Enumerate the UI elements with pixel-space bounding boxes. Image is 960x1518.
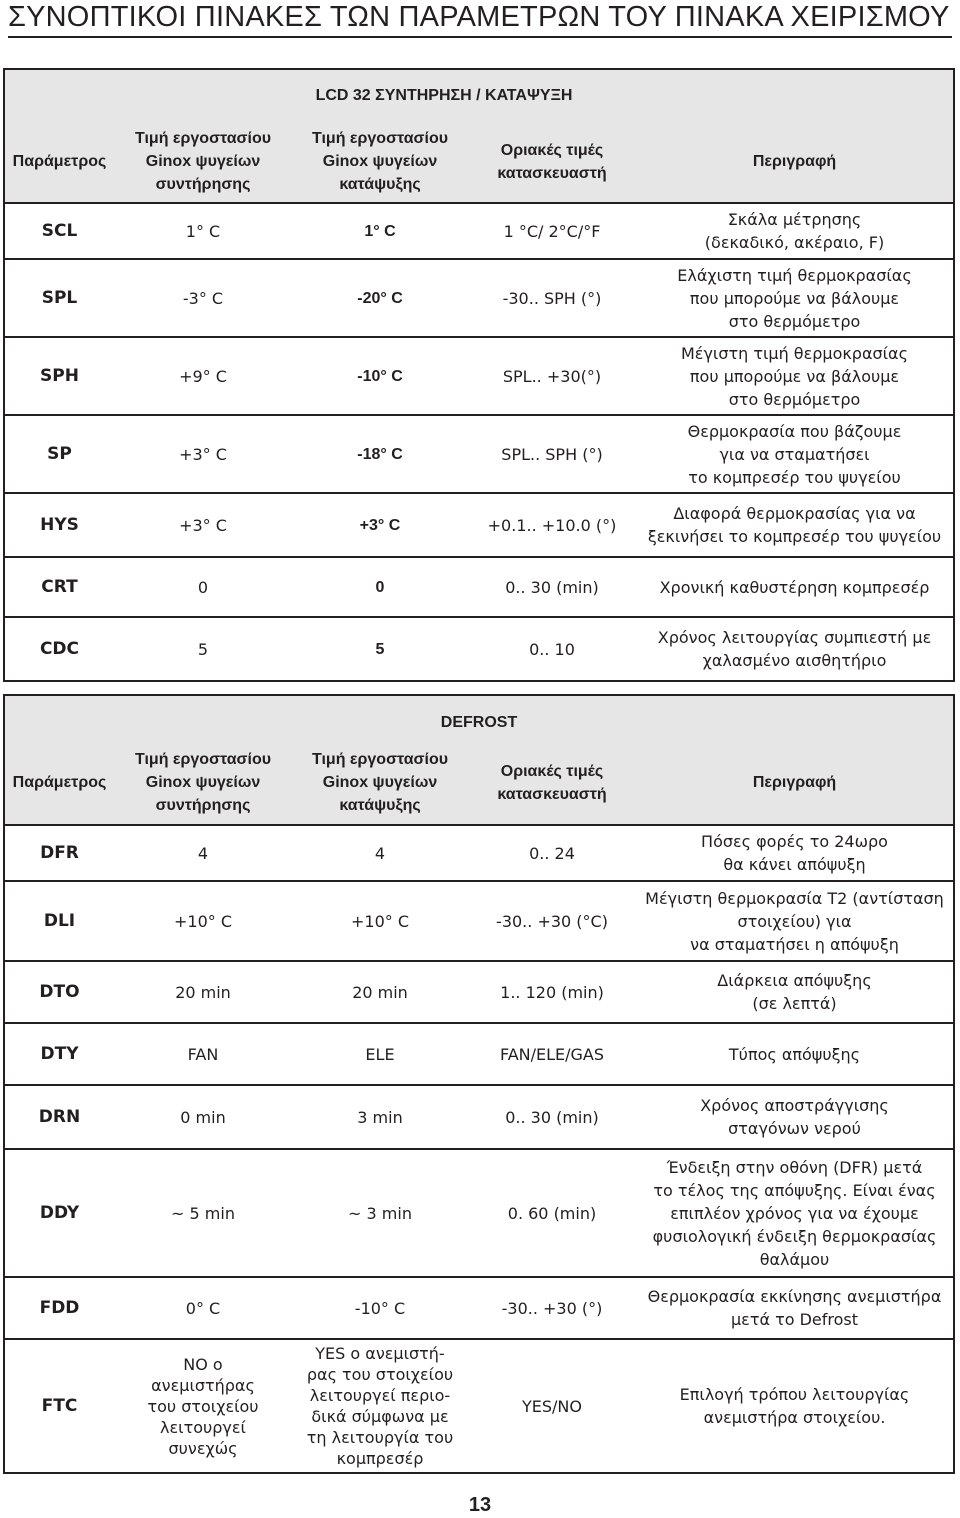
header-factory-cool: Τιμή εργοστασίου Ginox ψυγείων συντήρησης xyxy=(114,741,292,825)
table-row xyxy=(4,1023,954,1085)
limits-value: 1 °C/ 2°C/°F xyxy=(468,203,636,259)
factory-cool-value: NO ο ανεμιστήρας του στοιχείου λειτουργεί συνεχώς xyxy=(147,1354,259,1458)
description: Μέγιστη θερμοκρασία T2 (αντίσταση στοιχείου) για να σταματήσει η απόψυξη xyxy=(636,881,954,961)
param-name: FDD xyxy=(4,1277,114,1339)
header-factory-cool: Τιμή εργοστασίου Ginox ψυγείων συντήρησης xyxy=(114,121,292,203)
factory-freeze-value: -10° C xyxy=(292,337,468,415)
table-row xyxy=(4,1149,954,1277)
limits-value: 0.. 24 xyxy=(468,825,636,881)
header-param: Παράμετρος xyxy=(4,741,114,825)
header-param: Παράμετρος xyxy=(4,121,114,203)
header-factory-freeze: Τιμή εργοστασίου Ginox ψυγείων κατάψυξης xyxy=(292,741,468,825)
param-name: DDY xyxy=(4,1149,114,1277)
table-row xyxy=(4,203,954,259)
factory-cool-value: +10° C xyxy=(114,881,292,961)
param-name: CRT xyxy=(4,557,114,617)
table-row xyxy=(4,337,954,415)
param-name: DLI xyxy=(4,881,114,961)
param-name: DFR xyxy=(4,825,114,881)
table-row xyxy=(4,1277,954,1339)
param-name: DTY xyxy=(4,1023,114,1085)
lcd-title-row xyxy=(4,69,954,121)
limits-value: -30.. SPH (°) xyxy=(468,259,636,337)
description: Θερμοκρασία εκκίνησης ανεμιστήρα μετά το Defrost xyxy=(636,1277,954,1339)
defrost-title-row xyxy=(4,695,954,741)
table-row xyxy=(4,617,954,681)
factory-cool-value: +3° C xyxy=(114,493,292,557)
lcd-header-row xyxy=(4,121,954,203)
factory-freeze-value: 0 xyxy=(292,557,468,617)
factory-cool-value: 5 xyxy=(197,639,209,659)
description: Ελάχιστη τιμή θερμοκρασίας που μπορούμε να βάλουμε στο θερμόμετρο xyxy=(636,259,954,337)
table-row xyxy=(4,493,954,557)
factory-cool-value: 20 min xyxy=(114,961,292,1023)
header-limits: Οριακές τιμές κατασκευαστή xyxy=(468,741,636,825)
limits-value: FAN/ELE/GAS xyxy=(468,1023,636,1085)
limits-value: +0.1.. +10.0 (°) xyxy=(468,493,636,557)
factory-cool-value: 1° C xyxy=(114,203,292,259)
table-row xyxy=(4,415,954,493)
header-desc: Περιγραφή xyxy=(636,121,954,203)
factory-freeze-value: 4 xyxy=(292,825,468,881)
description: Πόσες φορές το 24ωρο θα κάνει απόψυξη xyxy=(636,825,954,881)
factory-cool-value: +9° C xyxy=(114,337,292,415)
factory-freeze-value: YES ο ανεμιστή- ρας του στοιχείου λειτουργεί περιο- δικά σύμφωνα με τη λειτουργία του κομπρεσέρ xyxy=(306,1344,454,1468)
description: Τύπος απόψυξης xyxy=(636,1023,954,1085)
limits-value: -30.. +30 (°) xyxy=(468,1277,636,1339)
param-name: CDC xyxy=(39,638,80,659)
defrost-header-row xyxy=(4,741,954,825)
limits-value: 0. 60 (min) xyxy=(468,1149,636,1277)
page-title: ΣΥΝΟΠΤΙΚΟΙ ΠΙΝΑΚΕΣ ΤΩΝ ΠΑΡΑΜΕΤΡΩΝ ΤΟΥ ΠΙΝΑΚΑ ΧΕΙΡΙΣΜΟΥ xyxy=(8,0,952,38)
factory-freeze-value: -20° C xyxy=(292,259,468,337)
factory-freeze-value: 20 min xyxy=(292,961,468,1023)
description: Χρόνος αποστράγγισης σταγόνων νερού xyxy=(636,1085,954,1149)
limits-value: -30.. +30 (°C) xyxy=(468,881,636,961)
header-limits: Οριακές τιμές κατασκευαστή xyxy=(468,121,636,203)
factory-freeze-value: ~ 3 min xyxy=(292,1149,468,1277)
factory-cool-value: 0 xyxy=(114,557,292,617)
factory-cool-value: 4 xyxy=(114,825,292,881)
header-factory-freeze: Τιμή εργοστασίου Ginox ψυγείων κατάψυξης xyxy=(292,121,468,203)
param-name: SPH xyxy=(4,337,114,415)
lcd-parameters-table xyxy=(3,68,955,682)
description: Επιλογή τρόπου λειτουργίας ανεμιστήρα στοιχείου. xyxy=(679,1385,910,1427)
description: Διάρκεια απόψυξης (σε λεπτά) xyxy=(636,961,954,1023)
limits-value: 0.. 10 xyxy=(529,639,575,659)
param-name: FTC xyxy=(41,1395,78,1416)
factory-freeze-value: 5 xyxy=(375,640,385,658)
table-row xyxy=(4,259,954,337)
limits-value: 1.. 120 (min) xyxy=(468,961,636,1023)
limits-value: SPL.. +30(°) xyxy=(468,337,636,415)
factory-cool-value: 0° C xyxy=(114,1277,292,1339)
factory-cool-value: FAN xyxy=(114,1023,292,1085)
table-row xyxy=(4,961,954,1023)
limits-value: 0.. 30 (min) xyxy=(468,557,636,617)
defrost-section-title: DEFROST xyxy=(4,695,954,741)
table-row xyxy=(4,881,954,961)
param-name: SPL xyxy=(4,259,114,337)
factory-freeze-value: +3° C xyxy=(292,493,468,557)
description: Χρονική καθυστέρηση κομπρεσέρ xyxy=(636,557,954,617)
factory-freeze-value: 1° C xyxy=(292,203,468,259)
factory-freeze-value: -18° C xyxy=(292,415,468,493)
description: Θερμοκρασία που βάζουμε για να σταματήσει το κομπρεσέρ του ψυγείου xyxy=(636,415,954,493)
factory-cool-value: +3° C xyxy=(114,415,292,493)
table-row xyxy=(4,1339,954,1473)
factory-cool-value: 0 min xyxy=(114,1085,292,1149)
limits-value: 0.. 30 (min) xyxy=(468,1085,636,1149)
factory-cool-value: -3° C xyxy=(114,259,292,337)
param-name: SP xyxy=(4,415,114,493)
factory-cool-value: ~ 5 min xyxy=(114,1149,292,1277)
table-row xyxy=(4,557,954,617)
description: Μέγιστη τιμή θερμοκρασίας που μπορούμε να βάλουμε στο θερμόμετρο xyxy=(636,337,954,415)
table-row xyxy=(4,1085,954,1149)
factory-freeze-value: ELE xyxy=(292,1023,468,1085)
defrost-parameters-table xyxy=(3,694,955,1474)
header-desc: Περιγραφή xyxy=(636,741,954,825)
factory-freeze-value: 3 min xyxy=(292,1085,468,1149)
table-row xyxy=(4,825,954,881)
description: Χρόνος λειτουργίας συμπιεστή με χαλασμένο αισθητήριο xyxy=(657,628,932,670)
param-name: SCL xyxy=(4,203,114,259)
factory-freeze-value: +10° C xyxy=(292,881,468,961)
lcd-section-title: LCD 32 ΣΥΝΤΗΡΗΣΗ / ΚΑΤΑΨΥΞΗ xyxy=(4,69,954,121)
param-name: DTO xyxy=(4,961,114,1023)
page-number: 13 xyxy=(468,1494,492,1516)
description: Σκάλα μέτρησης (δεκαδικό, ακέραιο, F) xyxy=(636,203,954,259)
param-name: HYS xyxy=(4,493,114,557)
factory-freeze-value: -10° C xyxy=(292,1277,468,1339)
limits-value: SPL.. SPH (°) xyxy=(468,415,636,493)
description: Ένδειξη στην οθόνη (DFR) μετά το τέλος της απόψυξης. Είναι ένας επιπλέον χρόνος για να έχουμε φυσιολογική ένδειξη θερμοκρασίας θαλάμου xyxy=(636,1149,954,1277)
param-name: DRN xyxy=(4,1085,114,1149)
limits-value: YES/NO xyxy=(522,1396,582,1416)
description: Διαφορά θερμοκρασίας για να ξεκινήσει το κομπρεσέρ του ψυγείου xyxy=(636,493,954,557)
